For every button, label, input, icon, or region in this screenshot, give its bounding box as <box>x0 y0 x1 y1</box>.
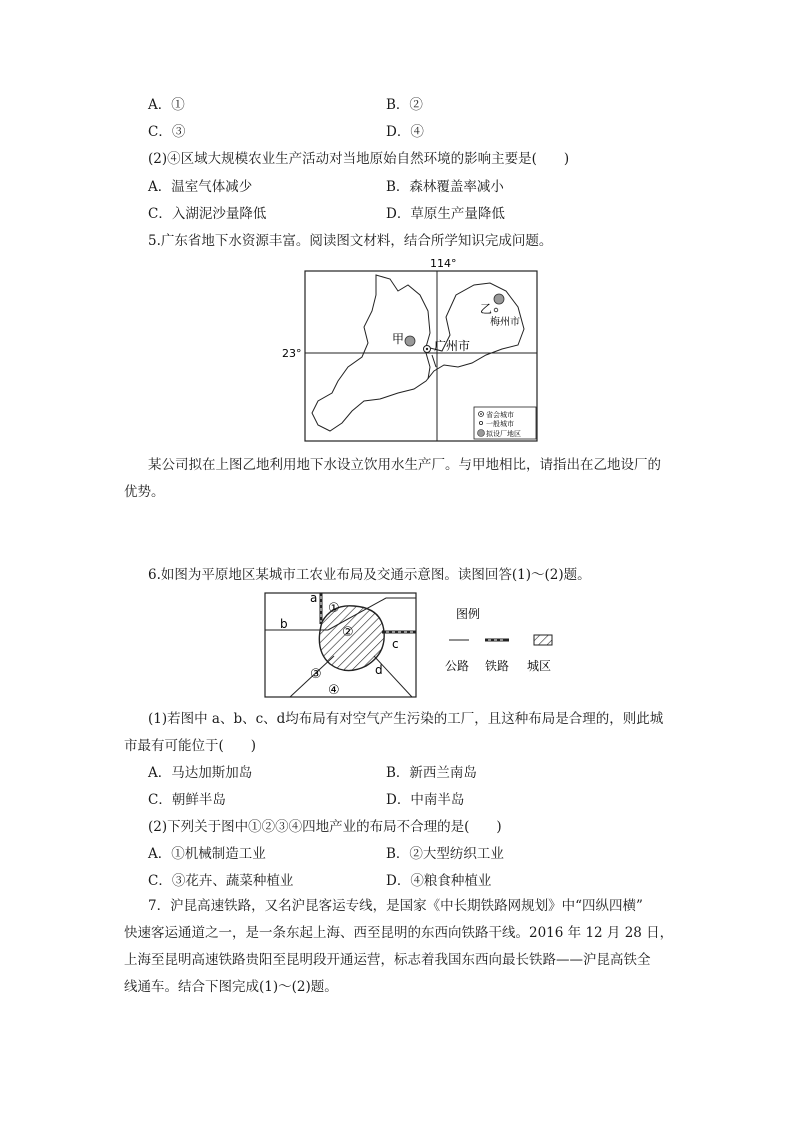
legend-capital: 省会城市 <box>486 411 514 419</box>
legend-factory: 拟设厂地区 <box>486 430 521 438</box>
q4-option-d: D．④ <box>386 124 424 140</box>
q6-sub2-option-a: A．①机械制造工业 <box>148 846 266 862</box>
guangdong-map <box>280 255 540 445</box>
q6-sub2-option-c: C．③花卉、蔬菜种植业 <box>148 873 294 889</box>
zone-1: ① <box>328 601 340 616</box>
meizhou-marker <box>494 308 498 312</box>
yi-site-marker <box>494 294 504 304</box>
q6-sub1-line2: 市最有可能位于( ) <box>124 738 257 754</box>
zone-4: ④ <box>328 683 340 698</box>
q6-sub2-option-b: B．②大型纺织工业 <box>386 846 504 862</box>
label-b: b <box>280 617 288 631</box>
legend-road-label: 公路 <box>445 659 470 673</box>
q4-sub2-option-d: D．草原生产量降低 <box>386 206 505 222</box>
q7-line4: 线通车。结合下图完成(1)～(2)题。 <box>124 979 338 995</box>
guangzhou-label: 广州市 <box>434 339 471 353</box>
q4-option-c: C．③ <box>148 124 186 140</box>
q4-option-b: B．② <box>386 97 423 113</box>
q5-body-line1: 某公司拟在上图乙地利用地下水设立饮用水生产厂。与甲地相比，请指出在乙地设厂的 <box>148 457 661 473</box>
q6-sub2-option-d: D．④粮食种植业 <box>386 873 492 889</box>
q6-sub1-option-a: A．马达加斯加岛 <box>148 765 253 781</box>
label-d: d <box>375 663 383 677</box>
legend-title: 图例 <box>456 607 481 621</box>
q7-line3: 上海至昆明高速铁路贵阳至昆明段开通运营，标志着我国东西向最长铁路——沪昆高铁全 <box>124 952 651 968</box>
lat-label: 23° <box>282 347 302 360</box>
legend-city: 一般城市 <box>486 420 514 428</box>
legend-rail-label: 铁路 <box>485 659 510 673</box>
q4-sub2-option-c: C．入湖泥沙量降低 <box>148 206 267 222</box>
label-a: a <box>310 591 318 605</box>
q6-sub2-stem: (2)下列关于图中①②③④四地产业的布局不合理的是( ) <box>148 819 502 835</box>
meizhou-label: 梅州市 <box>490 317 520 328</box>
q6-sub1-option-b: B．新西兰南岛 <box>386 765 477 781</box>
yi-label: 乙 <box>480 302 493 316</box>
label-c: c <box>392 637 399 651</box>
q4-sub2-option-b: B．森林覆盖率减小 <box>386 179 504 195</box>
q4-sub2-stem: (2)④区域大规模农业生产活动对当地原始自然环境的影响主要是( ) <box>148 151 570 167</box>
q5-body-line2: 优势。 <box>124 484 165 500</box>
legend-urban-label: 城区 <box>527 659 552 673</box>
zone-3: ③ <box>310 667 322 682</box>
q5-stem: 5.广东省地下水资源丰富。阅读图文材料，结合所学知识完成问题。 <box>148 233 553 249</box>
q4-sub2-option-a: A．温室气体减少 <box>148 179 253 195</box>
city-layout-diagram <box>262 590 562 702</box>
q6-stem: 6.如图为平原地区某城市工农业布局及交通示意图。读图回答(1)～(2)题。 <box>148 567 591 583</box>
q6-sub1-option-c: C．朝鲜半岛 <box>148 792 226 808</box>
q4-option-a: A．① <box>148 97 185 113</box>
zone-2: ② <box>342 625 354 640</box>
q7-line1: 7．沪昆高速铁路，又名沪昆客运专线，是国家《中长期铁路网规划》中“四纵四横” <box>148 898 643 914</box>
jia-label: 甲 <box>392 332 405 346</box>
legend-urban-symbol <box>534 635 552 645</box>
q6-sub1-line1: (1)若图中 a、b、c、d均布局有对空气产生污染的工厂，且这种布局是合理的，则此城 <box>148 711 664 727</box>
q6-sub1-option-d: D．中南半岛 <box>386 792 465 808</box>
jia-site-marker <box>405 336 415 346</box>
q7-line2: 快速客运通道之一，是一条东起上海、西至昆明的东西向铁路干线。2016 年 12 月 28 日， <box>124 925 674 941</box>
lon-label: 114° <box>430 257 457 270</box>
